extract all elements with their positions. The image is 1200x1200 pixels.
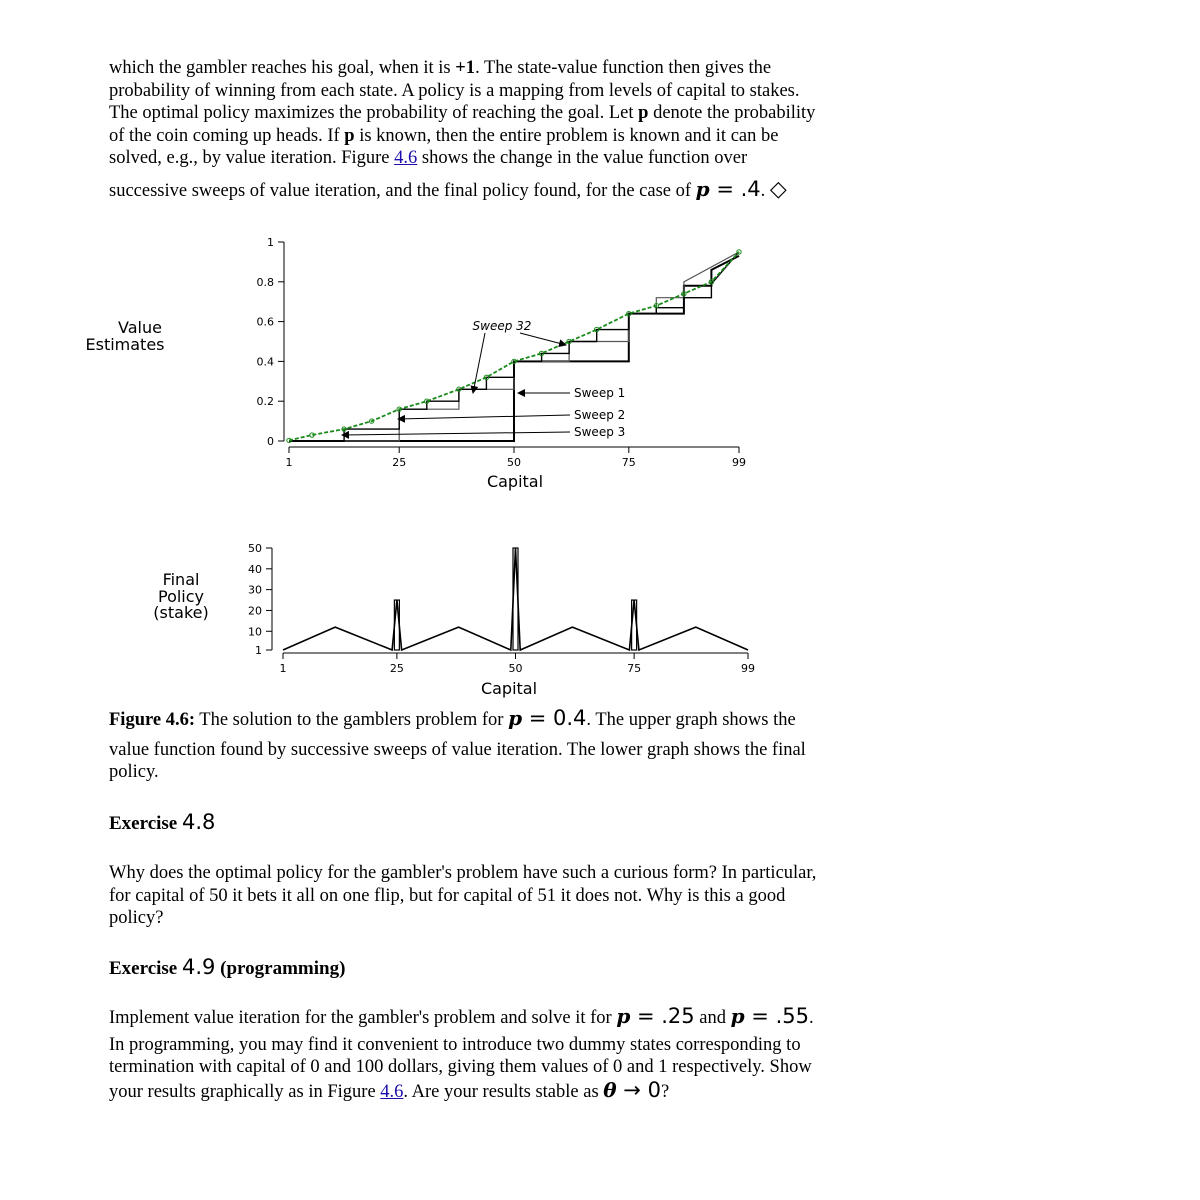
- caption-line-3: policy.: [109, 762, 159, 782]
- exercise-4-9-heading: Exercise 4.9 (programming): [109, 955, 346, 979]
- sweep32-point: [737, 250, 741, 254]
- chart1-xtick-label: 25: [392, 456, 407, 469]
- sweep32-arrow-2: [520, 333, 566, 345]
- caption-label: Figure 4.6:: [109, 710, 195, 730]
- exercise-4-9-body: [109, 1005, 1139, 1103]
- arrow-icon: →: [616, 1077, 648, 1102]
- chart1-ytick-label: 0.8: [256, 275, 274, 289]
- annotation-sweep2: Sweep 2: [574, 408, 626, 422]
- chart2-ytick-label: 20: [248, 604, 262, 618]
- annotation-sweep1: Sweep 1: [574, 386, 626, 400]
- chart1-ytick-label: 0.4: [256, 355, 274, 369]
- chart1-ylabel: [85, 318, 164, 354]
- exercise-4-8-body: [109, 862, 1139, 930]
- figure-4-6-link-2[interactable]: 4.6: [380, 1081, 404, 1102]
- sweep32-arrow-1: [473, 333, 485, 393]
- chart1-ytick-label: 0: [267, 435, 274, 448]
- caption-line-1: Figure 4.6: The solution to the gamblers problem for p = 0.4. The upper graph shows the: [109, 706, 796, 730]
- chart2-xtick-label: 25: [389, 662, 404, 675]
- series-sweep-1: [289, 256, 739, 441]
- ex48-line-1: Why does the optimal policy for the gambler's problem have such a curious form? In particular,: [109, 863, 817, 883]
- chart2-xtick-label: 1: [279, 662, 287, 675]
- chart2-ylabel: [153, 570, 208, 622]
- chart2-xlabel: Capital: [480, 679, 538, 698]
- chart2-ytick-label: 10: [248, 625, 262, 639]
- chart2-ytick-label: 1: [255, 644, 262, 657]
- policy-line: [283, 548, 748, 650]
- chart1-ylabel-line2: Estimates: [85, 335, 165, 354]
- ex48-line-2: for capital of 50 it bets it all on one flip, but for capital of 51 it does not. Why is this a good: [109, 885, 786, 906]
- chart1-xlabel: Capital: [486, 472, 544, 491]
- chart2-ylabel-line3: (stake): [153, 603, 209, 622]
- chart1-ytick-label: 0.6: [256, 315, 274, 329]
- chart1-xtick-label: 50: [507, 456, 521, 469]
- chart2-ylabel-line2: Policy: [157, 587, 205, 606]
- chart1-ytick-label: 1: [267, 236, 274, 249]
- annotation-sweep3: Sweep 3: [574, 425, 626, 439]
- chart2-xtick-label: 75: [627, 662, 642, 675]
- exercise-4-8-heading: Exercise 4.8: [109, 810, 216, 834]
- chart1-ylabel-line1: Value: [118, 318, 162, 337]
- figure-caption: [109, 707, 1139, 784]
- intro-paragraph: [109, 57, 1139, 202]
- ex49-line-2: In programming, you may find it convenient to introduce two dummy states corresponding to: [109, 1034, 801, 1055]
- ex48-line-3: policy?: [109, 908, 164, 928]
- caption-line-2: value function found by successive sweeps of value iteration. The lower graph shows the final: [109, 739, 806, 760]
- chart1-xtick-label: 99: [732, 456, 746, 469]
- intro-line-6: successive sweeps of value iteration, and the final policy found, for the case of p = .4. ◇: [109, 176, 787, 202]
- ex49-line-4: your results graphically as in Figure 4.6. Are your results stable as θ → 0?: [109, 1077, 670, 1102]
- chart2-ytick-label: 50: [248, 542, 262, 555]
- intro-line-3: The optimal policy maximizes the probability of reaching the goal. Let p denote the probability: [109, 103, 816, 123]
- final-policy-chart: [100, 538, 780, 703]
- intro-line-4: of the coin coming up heads. If p is known, then the entire problem is known and it can be: [109, 125, 779, 146]
- sweep3-arrow: [342, 432, 570, 435]
- chart1-xtick-label: 75: [621, 456, 636, 469]
- chart1-xtick-label: 1: [285, 456, 293, 469]
- intro-line-2: probability of winning from each state. A policy is a mapping from levels of capital to stakes.: [109, 80, 800, 101]
- chart1-marks: [257, 236, 747, 469]
- sweep2-arrow: [398, 415, 570, 419]
- ex49-line-1: Implement value iteration for the gambler's problem and solve it for p = .25 and p = .55.: [109, 1004, 814, 1028]
- chart2-xtick-label: 99: [741, 662, 755, 675]
- chart2-ytick-label: 40: [248, 562, 262, 576]
- chart2-marks: [248, 542, 755, 675]
- chart2-xtick-label: 50: [508, 662, 523, 675]
- diamond-icon: ◇: [769, 176, 787, 202]
- chart1-ytick-label: 0.2: [256, 395, 274, 409]
- ex49-line-3: termination with capital of 0 and 100 dollars, giving them values of 0 and 1 respectively. Show: [109, 1057, 812, 1077]
- intro-line-1: which the gambler reaches his goal, when it is +1. The state-value function then gives the: [109, 58, 772, 78]
- intro-line-5: solved, e.g., by value iteration. Figure 4.6 shows the change in the value function over: [109, 148, 748, 168]
- chart2-ylabel-line1: Final: [162, 570, 200, 589]
- chart2-ytick-label: 30: [248, 583, 262, 597]
- math-p: p: [695, 176, 710, 201]
- value-estimates-chart: [85, 225, 780, 500]
- figure-4-6-link[interactable]: 4.6: [394, 148, 418, 168]
- annotation-sweep32: Sweep 32: [472, 319, 532, 333]
- theta-symbol: θ: [603, 1077, 617, 1102]
